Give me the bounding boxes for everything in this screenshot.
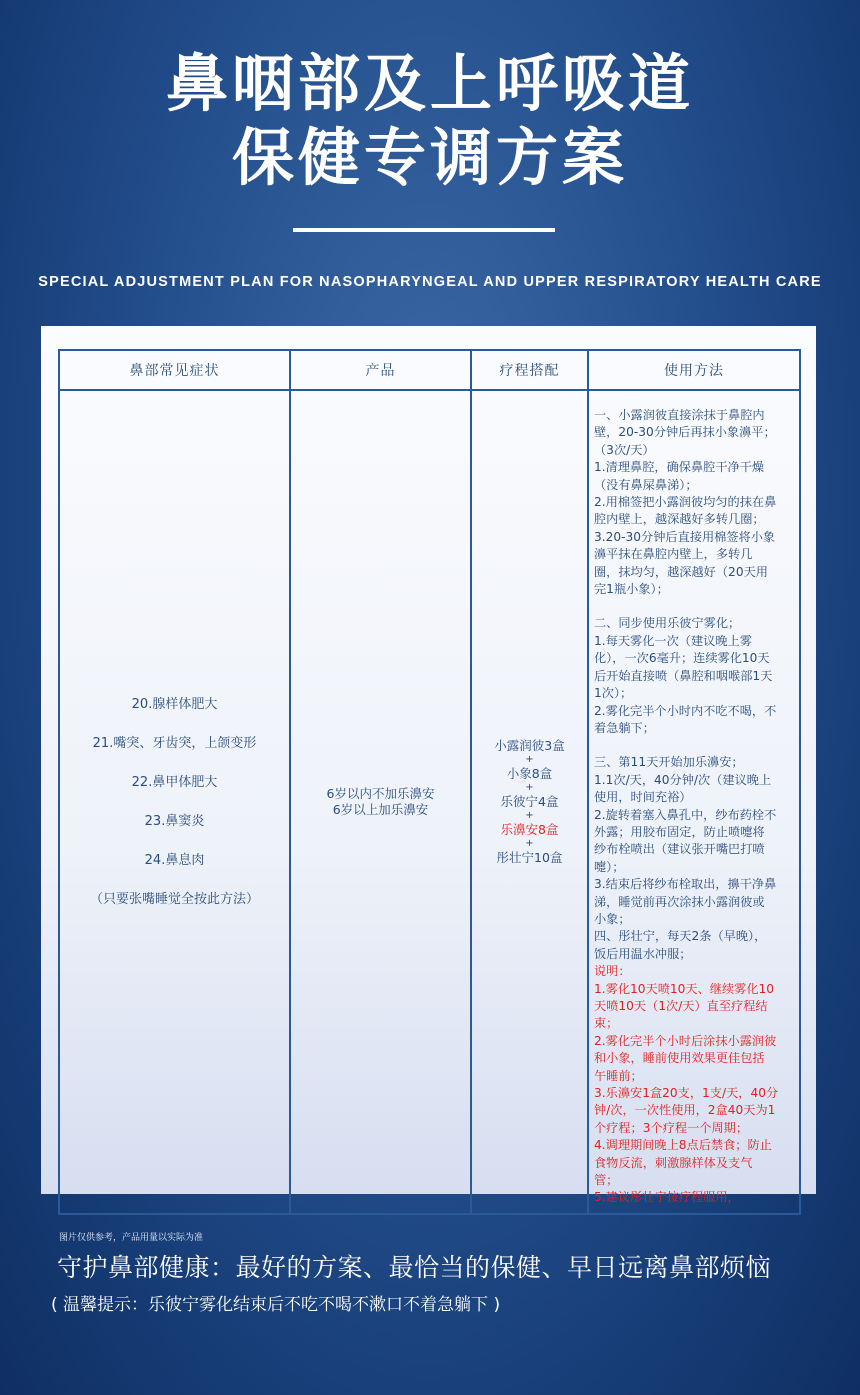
page-title-line-1: 鼻咽部及上呼吸道 [165,47,694,120]
header-product: 产品 [290,350,471,390]
header-usage: 使用方法 [588,350,800,390]
symptom-item: 24.鼻息肉 [144,852,205,868]
symptoms-cell [59,390,290,1214]
note-line: 4.调理期间晚上8点后禁食；防止 [594,1138,772,1153]
usage-line: 2.雾化完半个小时内不吃不喝，不 [594,703,777,718]
note-line: 和小象，睡前使用效果更佳包括 [594,1051,765,1066]
usage-line: 二、同步使用乐彼宁雾化； [594,616,741,631]
usage-line: 1.清理鼻腔，确保鼻腔干净干燥 [594,460,765,475]
table-header-row [59,350,800,390]
header-symptoms: 鼻部常见症状 [59,350,290,390]
usage-line: 四、彤壮宁，每天2条（早晚）， [594,929,767,944]
usage-line: （3次/天） [594,442,655,457]
disclaimer-note: 图片仅供参考，产品用量以实际为准 [59,1233,204,1243]
usage-line: 小象； [594,911,631,926]
note-line: 1.雾化10天喷10天、继续雾化10 [594,981,775,996]
usage-line: 3.20-30分钟后直接用棉签将小象 [594,529,776,544]
usage-line: 后开始直接喷（鼻腔和咽喉部1天 [594,668,773,683]
page-subtitle: SPECIAL ADJUSTMENT PLAN FOR NASOPHARYNGEAL AND UPPER RESPIRATORY HEALTH CARE [38,274,822,290]
usage-line: 纱布栓喷出（建议张开嘴巴打喷 [594,842,765,857]
product-cell [290,390,471,1214]
course-item: 小象8盒 [506,765,553,781]
product-line: 6岁以内不加乐濞安 [326,785,435,801]
note-line: 5.建议彤壮宁按疗程服用， [594,1190,740,1205]
note-line: 束； [594,1016,619,1031]
usage-line: 嚏）； [594,859,625,874]
table-row [59,390,800,1214]
plan-table [58,349,801,1215]
usage-line: 圈，抹均匀，越深越好（20天用 [594,564,768,579]
product-line: 6岁以上加乐濞安 [332,801,429,817]
usage-line: 饭后用温水冲服； [594,946,692,961]
usage-line: 1次）； [594,686,633,701]
course-item: 彤壮宁10盒 [496,849,563,865]
slogan: 守护鼻部健康：最好的方案、最恰当的保健、早日远离鼻部烦恼 [57,1253,772,1282]
symptom-item: 22.鼻甲体肥大 [131,774,218,790]
usage-line: 外露；用胶布固定，防止喷嚏将 [594,824,765,839]
usage-line: 2.旋转着塞入鼻孔中，纱布药栓不 [594,807,777,822]
symptom-note: （只要张嘴睡觉全按此方法） [89,891,259,907]
usage-line: 2.用棉签把小露润彼均匀的抹在鼻 [594,495,777,510]
usage-line: 壁，20-30分钟后再抹小象濞平； [594,425,776,440]
plus-sign: + [525,753,534,765]
usage-line: 三、第11天开始加乐濞安； [594,755,744,770]
usage-line: 涕，睡觉前再次涂抹小露润彼或 [594,894,765,909]
note-line: 天喷10天（1次/天）直至疗程结 [594,999,768,1013]
plus-sign: + [525,837,534,849]
usage-line: 3.结束后将纱布栓取出，擤干净鼻 [594,877,777,892]
usage-line: 化），一次6毫升；连续雾化10天 [594,651,770,666]
line-gap [594,598,796,615]
note-line: 午睡前； [594,1068,643,1083]
warm-tip: ( 温馨提示：乐彼宁雾化结束后不吃不喝不漱口不着急躺下 ) [51,1295,501,1315]
usage-line: 着急躺下； [594,720,655,735]
note-line: 管； [594,1173,619,1188]
title-divider [293,228,555,232]
note-line: 个疗程；3个疗程一个周期； [594,1120,749,1135]
usage-line: 1.每天雾化一次（建议晚上雾 [594,633,752,648]
usage-instructions [594,407,796,963]
plus-sign: + [525,781,534,793]
course-item: 乐濞安8盒 [500,821,559,837]
plan-panel [41,326,816,1205]
course-item: 小露润彼3盒 [494,737,565,753]
usage-line: 完1瓶小象）； [594,582,669,597]
course-item: 乐彼宁4盒 [500,793,559,809]
page-title-line-2: 保健专调方案 [231,121,628,194]
usage-line: 腔内壁上，越深越好多转几圈； [594,512,765,527]
usage-notes [594,963,796,1207]
note-line: 3.乐濞安1盒20支，1支/天，40分 [594,1086,779,1101]
plus-sign: + [525,809,534,821]
usage-line: 使用，时间充裕） [594,790,692,805]
usage-cell [588,390,800,1214]
course-cell [471,390,588,1214]
note-line: 2.雾化完半个小时后涂抹小露润彼 [594,1033,777,1048]
note-line: 说明： [594,964,631,979]
line-gap [594,737,796,754]
symptom-item: 20.腺样体肥大 [131,696,218,712]
usage-line: 一、小露润彼直接涂抹于鼻腔内 [594,408,765,422]
note-line: 钟/次，一次性使用，2盒40天为1 [594,1103,776,1118]
usage-line: 濞平抹在鼻腔内壁上，多转几 [594,547,753,562]
header-course: 疗程搭配 [471,350,588,390]
usage-line: （没有鼻屎鼻涕）； [594,477,698,492]
symptom-item: 21.嘴突、牙齿突，上颌变形 [92,735,257,751]
note-line: 食物反流，刺激腺样体及支气 [594,1155,753,1170]
usage-line: 1.1次/天，40分钟/次（建议晚上 [594,772,772,787]
symptom-item: 23.鼻窦炎 [144,813,205,829]
